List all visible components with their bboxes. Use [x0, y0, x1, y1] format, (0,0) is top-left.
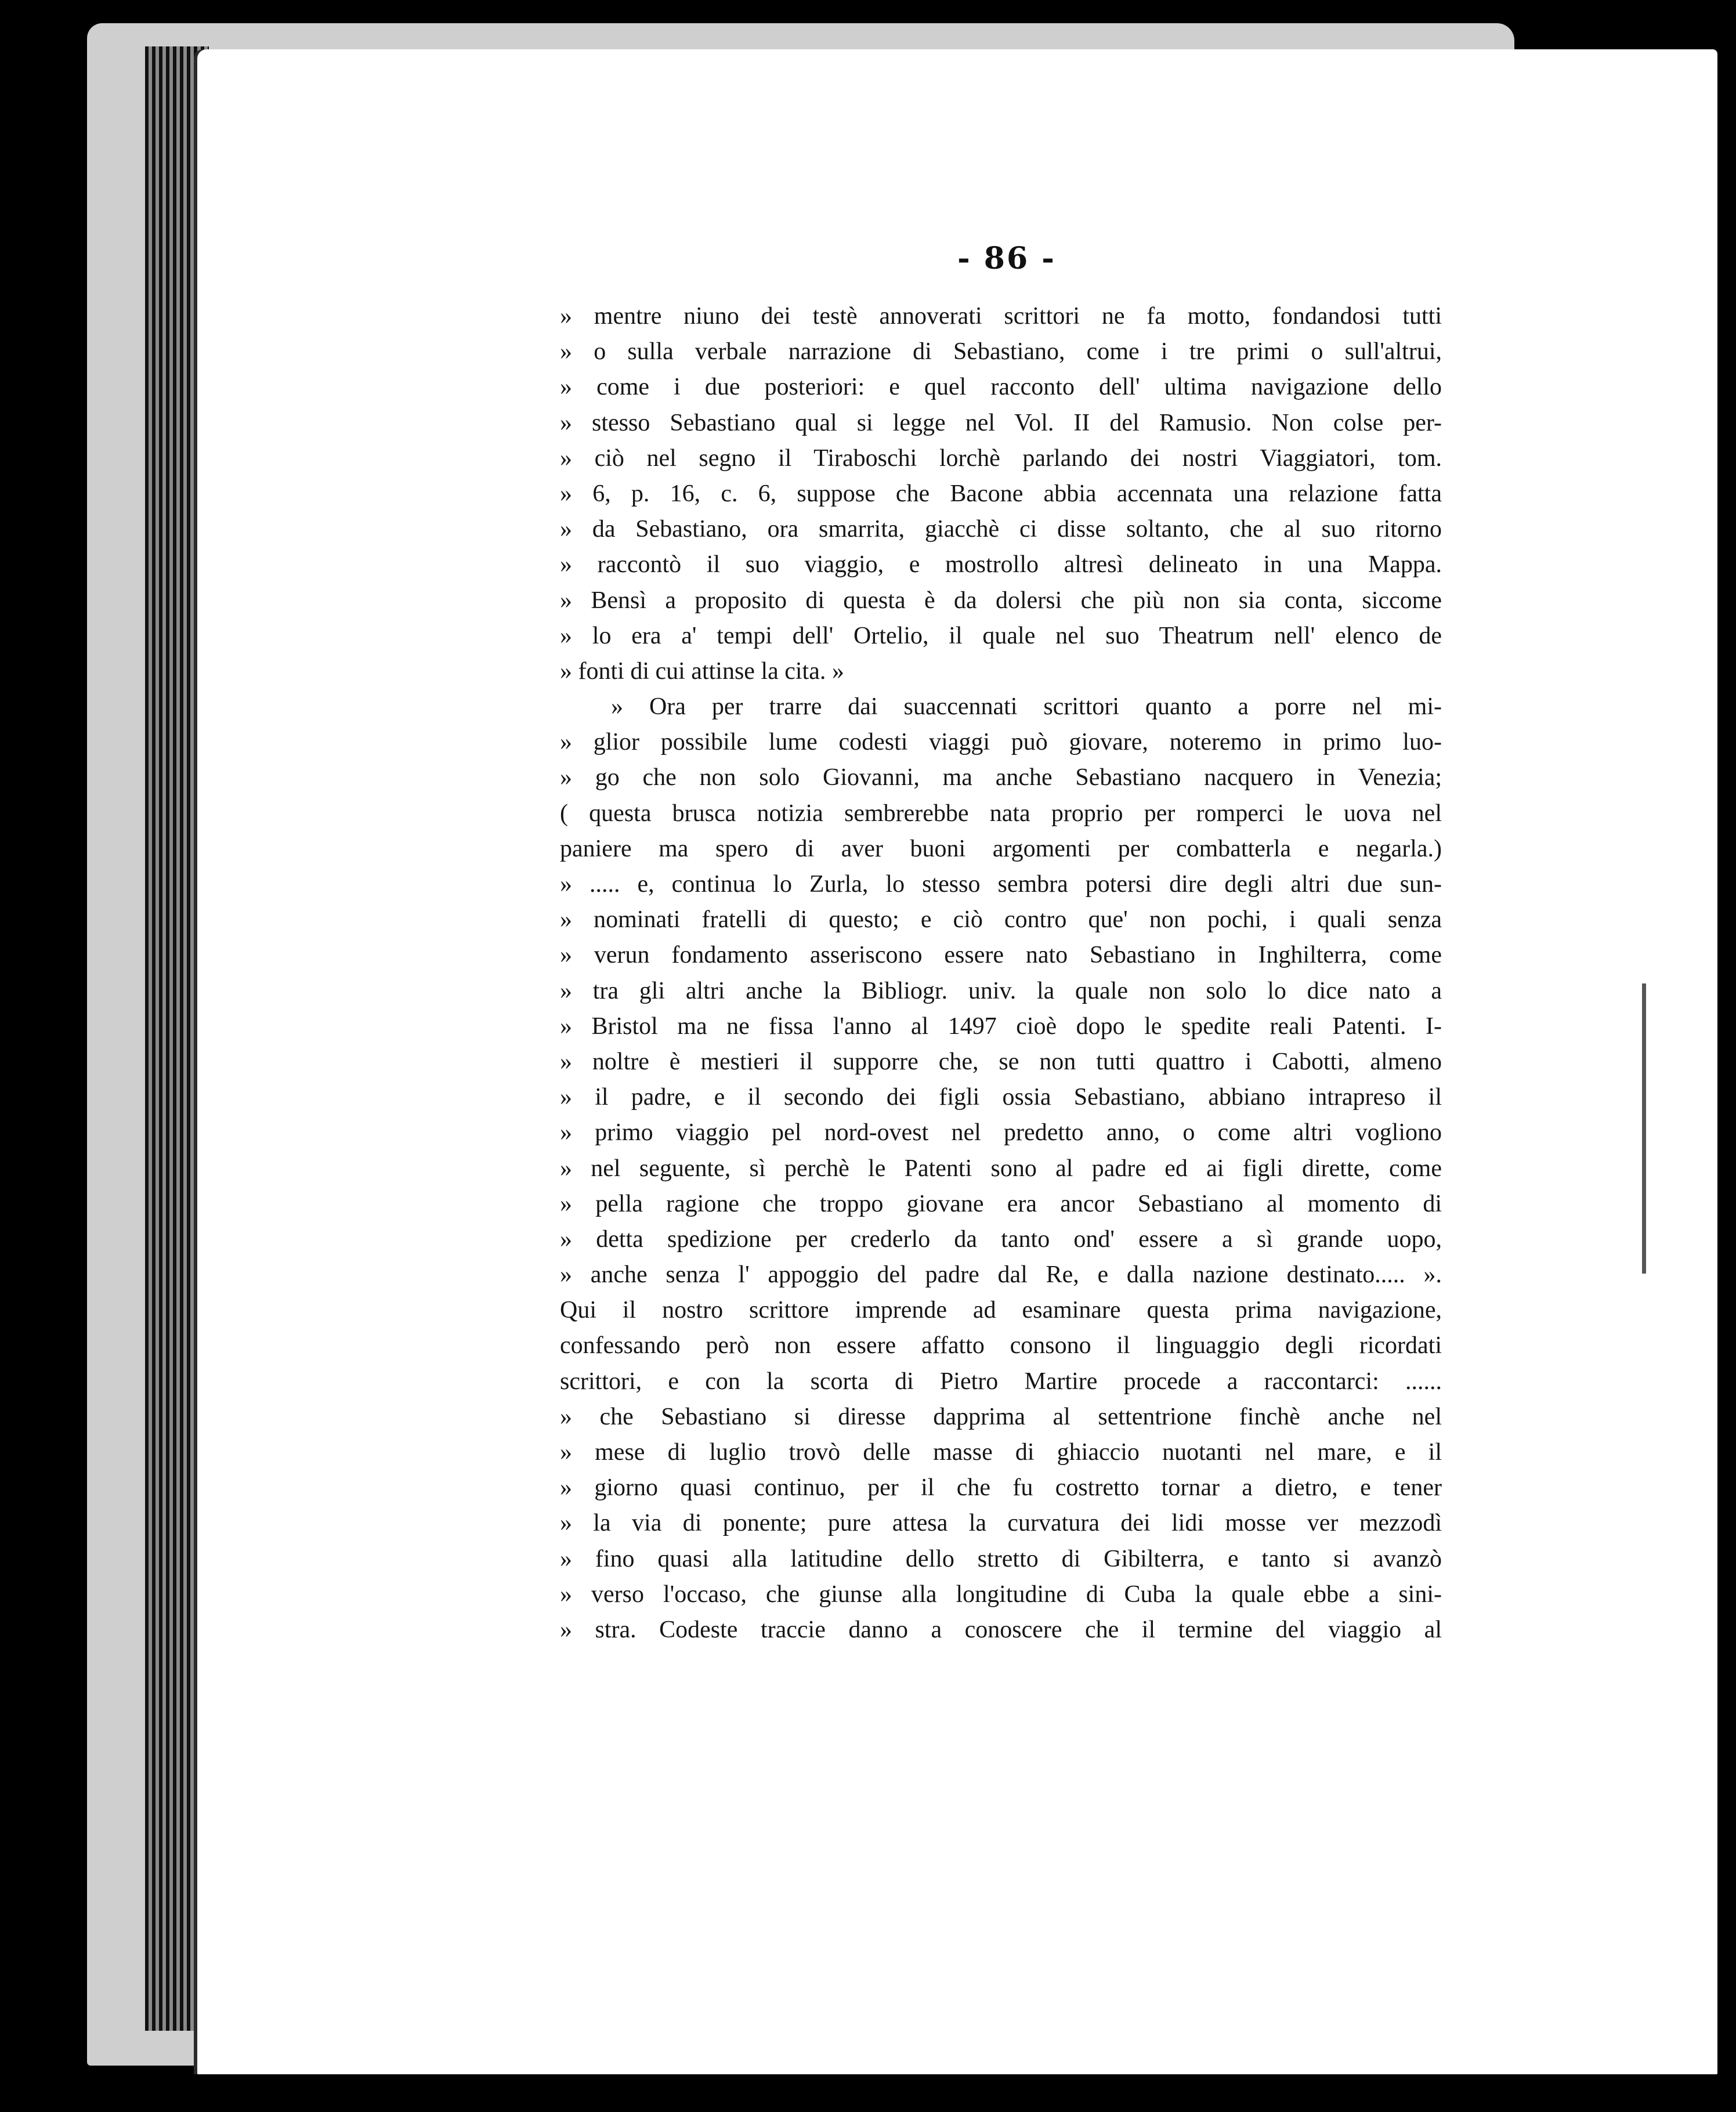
text-line: » la via di ponente; pure attesa la curvatura dei lidi mosse ver mezzodì — [560, 1510, 1442, 1537]
page-number: - 86 - — [957, 241, 1056, 276]
body-text — [560, 299, 1442, 1648]
text-line: » come i due posteriori: e quel racconto dell' ultima navigazione dello — [560, 374, 1442, 401]
text-line: » giorno quasi continuo, per il che fu costretto tornar a dietro, e tener — [560, 1474, 1442, 1502]
text-line: » fino quasi alla latitudine dello stretto di Gibilterra, e tanto si avanzò — [560, 1545, 1442, 1572]
text-line: » tra gli altri anche la Bibliogr. univ. la quale non solo lo dice nato a — [560, 977, 1442, 1004]
text-line: » noltre è mestieri il supporre che, se non tutti quattro i Cabotti, almeno — [560, 1048, 1442, 1075]
text-line: » detta spedizione per crederlo da tanto ond' essere a sì grande uopo, — [560, 1225, 1442, 1253]
text-line: » glior possibile lume codesti viaggi può giovare, noteremo in primo luo- — [560, 729, 1442, 756]
text-line: » mentre niuno dei testè annoverati scrittori ne fa motto, fondandosi tutti — [560, 303, 1442, 330]
text-line: » anche senza l' appoggio del padre dal Re, e dalla nazione destinato..... ». — [560, 1261, 1442, 1289]
text-line: » go che non solo Giovanni, ma anche Sebastiano nacquero in Venezia; — [560, 764, 1442, 791]
text-line: » Ora per trarre dai suaccennati scrittori quanto a porre nel mi- — [611, 693, 1442, 721]
text-line: Qui il nostro scrittore imprende ad esaminare questa prima navigazione, — [560, 1297, 1442, 1324]
text-line: » nel seguente, sì perchè le Patenti sono al padre ed ai figli dirette, come — [560, 1155, 1442, 1182]
text-line: » mese di luglio trovò delle masse di ghiaccio nuotanti nel mare, e il — [560, 1439, 1442, 1466]
text-line: » pella ragione che troppo giovane era ancor Sebastiano al momento di — [560, 1190, 1442, 1217]
text-line: » Bensì a proposito di questa è da dolersi che più non sia conta, siccome — [560, 587, 1442, 614]
text-line: » stra. Codeste traccie danno a conoscere che il termine del viaggio al — [560, 1616, 1442, 1643]
text-line: » da Sebastiano, ora smarrita, giacchè ci disse soltanto, che al suo ritorno — [560, 516, 1442, 543]
text-line: » fonti di cui attinse la cita. » — [560, 657, 844, 685]
text-line: » verun fondamento asseriscono essere nato Sebastiano in Inghilterra, come — [560, 942, 1442, 969]
text-line: ( questa brusca notizia sembrerebbe nata proprio per romperci le uova nel — [560, 800, 1442, 827]
text-line: » raccontò il suo viaggio, e mostrollo altresì delineato in una Mappa. — [560, 551, 1442, 578]
binding-mark — [1642, 983, 1646, 1274]
text-line: » primo viaggio pel nord-ovest nel predetto anno, o come altri vogliono — [560, 1119, 1442, 1147]
text-line: » che Sebastiano si diresse dapprima al settentrione finchè anche nel — [560, 1403, 1442, 1430]
text-line: » Bristol ma ne fissa l'anno al 1497 cioè dopo le spedite reali Patenti. I- — [560, 1012, 1442, 1040]
text-line: scrittori, e con la scorta di Pietro Martire procede a raccontarci: ...... — [560, 1368, 1442, 1395]
text-line: » verso l'occaso, che giunse alla longitudine di Cuba la quale ebbe a sini- — [560, 1581, 1442, 1608]
text-line: » il padre, e il secondo dei figli ossia Sebastiano, abbiano intrapreso il — [560, 1084, 1442, 1111]
text-line: » nominati fratelli di questo; e ciò contro que' non pochi, i quali senza — [560, 906, 1442, 934]
text-line: paniere ma spero di aver buoni argomenti per combatterla e negarla.) — [560, 835, 1442, 862]
text-line: confessando però non essere affatto consono il linguaggio degli ricordati — [560, 1332, 1442, 1359]
text-line: » 6, p. 16, c. 6, suppose che Bacone abbia accennata una relazione fatta — [560, 480, 1442, 507]
text-line: » o sulla verbale narrazione di Sebastiano, come i tre primi o sull'altrui, — [560, 338, 1442, 366]
text-line: » ..... e, continua lo Zurla, lo stesso sembra potersi dire degli altri due sun- — [560, 871, 1442, 898]
text-line: » ciò nel segno il Tiraboschi lorchè parlando dei nostri Viaggiatori, tom. — [560, 444, 1442, 472]
text-line: » lo era a' tempi dell' Ortelio, il quale nel suo Theatrum nell' elenco de — [560, 622, 1442, 649]
text-line: » stesso Sebastiano qual si legge nel Vol. II del Ramusio. Non colse per- — [560, 409, 1442, 436]
